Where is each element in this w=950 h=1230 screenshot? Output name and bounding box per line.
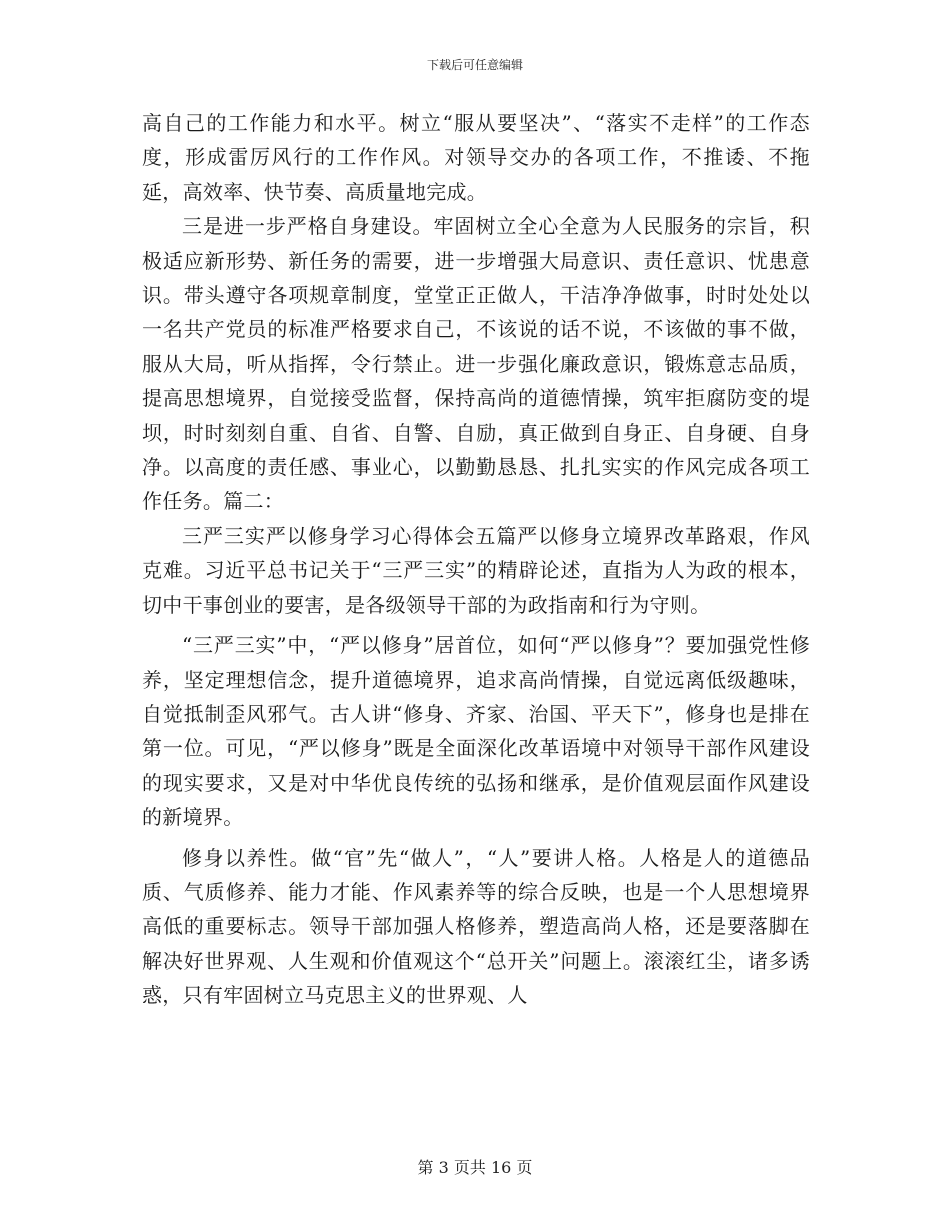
page-number: 第 3 页共 16 页: [417, 1158, 533, 1177]
paragraph-cultivation-character: 修身以养性。做“官”先“做人”，“人”要讲人格。人格是人的道德品质、气质修养、能力才能、作风素养等的综合反映，也是一个人思想境界高低的重要标志。领导干部加强人格修养，塑造高尚人格，还是要落脚在解决好世界观、人生观和价值观这个“总开关”问题上。滚滚红尘，诸多诱惑，只有牢固树立马克思主义的世界观、人: [142, 845, 810, 1008]
paragraph-strict-self-building: 三是进一步严格自身建设。牢固树立全心全意为人民服务的宗旨，积极适应新形势、新任务的需要，进一步增强大局意识、责任意识、忧患意识。带头遵守各项规章制度，堂堂正正做人，干洁净净做事，时时处处以一名共产党员的标准严格要求自己，不该说的话不说，不该做的事不做，服从大局，听从指挥，令行禁止。进一步强化廉政意识，锻炼意志品质，提高思想境界，自觉接受监督，保持高尚的道德情操，筑牢拒腐防变的堤坝，时时刻刻自重、自省、自警、自励，真正做到自身正、自身硬、自身净。以高度的责任感、事业心，以勤勤恳恳、扎扎实实的作风完成各项工作任务。篇二：: [142, 214, 810, 514]
paragraph-strict-self-cultivation: “三严三实”中，“严以修身”居首位，如何“严以修身”？要加强党性修养，坚定理想信念，提升道德境界，追求高尚情操，自觉远离低级趣味，自觉抵制歪风邪气。古人讲“修身、齐家、治国、平天下”，修身也是排在第一位。可见，“严以修身”既是全面深化改革语境中对领导干部作风建设的现实要求，又是对中华优良传统的弘扬和继承，是价值观层面作风建设的新境界。: [142, 633, 810, 830]
page-header: 下载后可任意编辑: [426, 58, 523, 72]
document-body: [142, 106, 810, 1013]
paragraph-three-stricts-intro: 三严三实严以修身学习心得体会五篇严以修身立境界改革路艰，作风克难。习近平总书记关于“三严三实”的精辟论述，直指为人为政的根本，切中干事创业的要害，是各级领导干部的为政指南和行为守则。: [142, 523, 810, 617]
paragraph-continuation: 高自己的工作能力和水平。树立“服从要坚决”、“落实不走样”的工作态度，形成雷厉风行的工作作风。对领导交办的各项工作，不推诿、不拖延，高效率、快节奏、高质量地完成。: [142, 111, 810, 204]
